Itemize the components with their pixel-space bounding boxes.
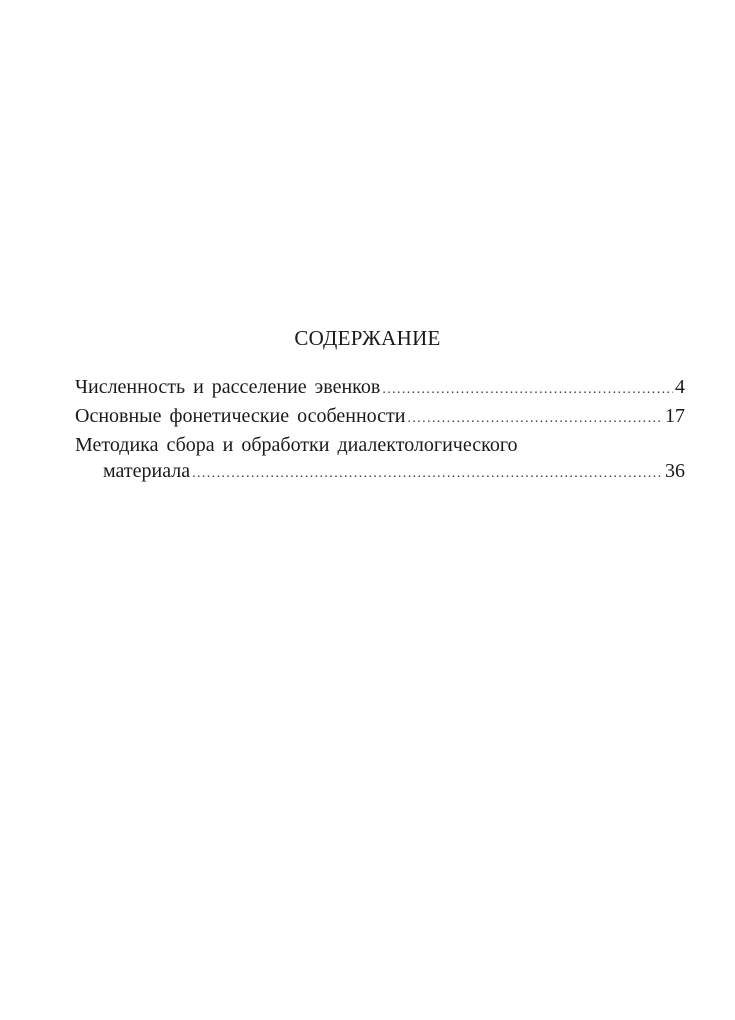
toc-entry[interactable] (75, 432, 685, 487)
toc-entry[interactable] (75, 374, 685, 403)
toc-entry-page: 17 (665, 405, 685, 427)
toc-entry-title-continued: материала (103, 460, 191, 482)
toc-entry-title: Методика сбора и обработки диалектологического (75, 434, 518, 456)
toc-entry-title: Основные фонетические особенности (75, 405, 406, 427)
dot-leader (382, 377, 673, 403)
toc-entry[interactable] (75, 403, 685, 432)
toc-entry-page: 4 (675, 376, 685, 398)
toc-entry-title: Численность и расселение эвенков (75, 376, 381, 398)
toc-entry-continuation (75, 458, 685, 487)
dot-leader (192, 461, 663, 487)
dot-leader (407, 406, 663, 432)
table-of-contents (75, 374, 685, 487)
contents-heading: СОДЕРЖАНИЕ (294, 326, 441, 350)
toc-entry-page: 36 (665, 460, 685, 482)
